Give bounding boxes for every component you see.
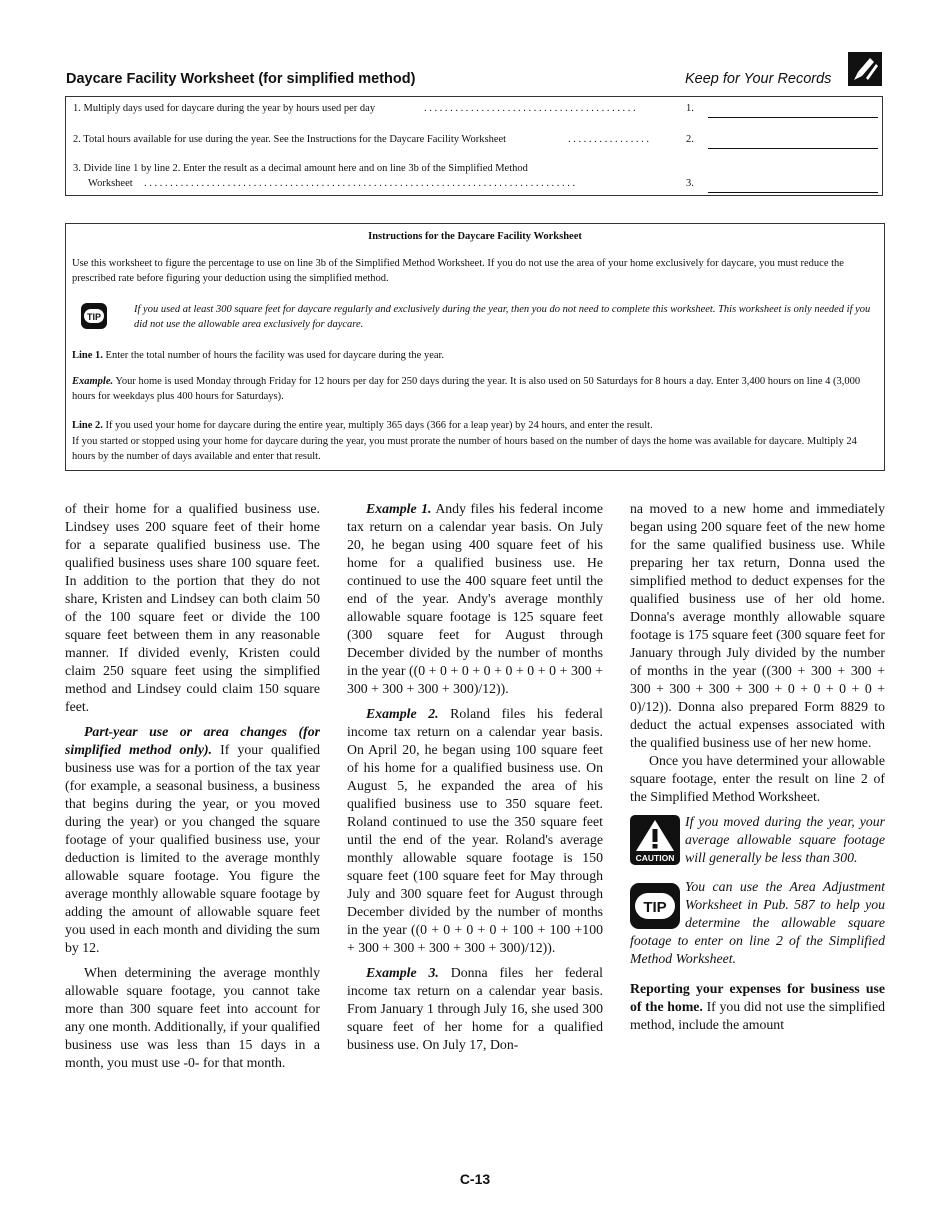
paragraph: [65, 723, 320, 957]
part-year-label: Part-year use or area changes (for simplified method only).: [65, 724, 320, 757]
example-2-label: Example 2.: [366, 706, 439, 721]
tip-note: [630, 878, 885, 968]
paragraph: Once you have determined your allowable square footage, enter the result on line 2 of the Simplified Method Worksheet.: [630, 753, 885, 804]
line-2-text: If you used your home for daycare during the entire year, multiply 365 days (366 for a leap year) by 24 hours, and enter the result.: [102, 420, 653, 431]
paragraph: na moved to a new home and immediately began using 200 square feet of the new home for the same qualified business use. While preparing her tax return, Donna used the simplified method to deduct expenses for the qualified business use of her old home. Donna's average monthly allowable square footage is 175 square feet (300 square feet for January through July divided by the number of months in the year ((300 + 300 + 300 + 300 + 300 + 300 + 300 + 0 + 0 + 0 + 0 + 0)/12)). Donna also prepared Form 8829 to deduct the actual expenses associated with the qualified business use of her new home.: [630, 501, 885, 750]
example-3-label: Example 3.: [366, 965, 439, 980]
tip-icon: [80, 302, 108, 330]
svg-text:TIP: TIP: [86, 312, 102, 322]
instructions-intro: Use this worksheet to figure the percentage to use on line 3b of the Simplified Method Worksheet. If you do not use the area of your home exclusively for daycare, you must reduce the prescribed rate before figuring your deduction using the simplified method.: [72, 258, 844, 284]
line-number: 1.: [686, 103, 694, 114]
daycare-worksheet-table: [65, 96, 883, 196]
tip-label: TIP: [643, 899, 667, 916]
reporting-paragraph: [630, 980, 885, 1034]
instructions-example: [72, 375, 874, 404]
instructions-tip-text: If you used at least 300 square feet for daycare regularly and exclusively during the year, then you do not need to complete this worksheet. This worksheet is only needed if you did not use the allowable area exclusively for daycare.: [134, 304, 871, 330]
tip-icon: [630, 883, 680, 929]
example-1: [347, 500, 603, 698]
line-1-text: Enter the total number of hours the facility was used for daycare during the year.: [102, 350, 445, 361]
paragraph: When determining the average monthly allowable square footage, you cannot take more than 300 square feet into account for any one month. Additionally, if your qualified business use was less than 15 days in a month, you must use -0- for that month.: [65, 965, 320, 1070]
caution-label: CAUTION: [635, 853, 675, 863]
keep-for-records-label: Keep for Your Records: [685, 71, 832, 87]
line-1-label: Line 1.: [72, 350, 103, 361]
reporting-text: If you did not use the simplified method, include the amount: [630, 999, 885, 1032]
caution-icon: [630, 815, 680, 865]
worksheet-line-3-cont: Worksheet: [88, 178, 133, 189]
instructions-line-1: [72, 349, 874, 364]
caution-note: [630, 813, 885, 867]
page-number: C-13: [459, 1171, 491, 1187]
leader-dots: ................: [568, 134, 652, 145]
leader-dots: .........................................: [424, 103, 639, 114]
line-1-answer-field[interactable]: [708, 116, 878, 118]
example-3: [347, 964, 603, 1054]
example-label: Example.: [72, 376, 114, 387]
instructions-box: [65, 223, 885, 471]
leader-dots: ...................................................................................: [144, 178, 578, 189]
example-text: Your home is used Monday through Friday for 12 hours per day for 250 days during the year. It is also used on 50 Saturdays for 8 hours a day. Enter 3,400 hours on line 4 (3,000 hours for weekdays plus 400 hours for Saturdays).: [72, 376, 861, 402]
reporting-label: Reporting your expenses for business use of the home.: [630, 981, 885, 1014]
line-2-label: Line 2.: [72, 420, 103, 431]
body-column-2: [347, 500, 603, 1054]
worksheet-line-3: 3. Divide line 1 by line 2. Enter the result as a decimal amount here and on line 3b of the Simplified Method: [73, 163, 528, 174]
example-1-text: Andy files his federal income tax return on a calendar year basis. On July 20, he began using 400 square feet of his home for a qualified business use. He continued to use the 400 square feet until the end of the year. Andy's average monthly allowable square footage is 125 square feet (300 square feet for August through December divided by the number of months in the year ((0 + 0 + 0 + 0 + 0 + 0 + 0 + 300 + 300 + 300 + 300 + 300)/12)).: [347, 501, 604, 696]
body-column-1: [65, 500, 320, 1072]
tip-text: You can use the Area Adjustment Worksheet in Pub. 587 to help you determine the allowable square footage to enter on line 2 of the Simplified Method Worksheet.: [630, 879, 885, 966]
paragraph: of their home for a qualified business use. Lindsey uses 200 square feet of their home for a separate qualified business use. The qualified business uses share 100 square feet. In addition to the portion that they do not share, Kristen and Lindsey can both claim 50 of the 100 square feet or divide the 100 square feet between them in any reasonable manner. If divided evenly, Kristen could claim 250 square feet using the simplified method and Lindsey could claim 150 square feet.: [65, 501, 320, 714]
body-column-3: [630, 500, 885, 1034]
line-number: 2.: [686, 134, 694, 145]
line-3-answer-field[interactable]: [708, 191, 878, 193]
example-2-text: Roland files his federal income tax return on a calendar year basis. On April 20, he began using 100 square feet of his home for a qualified business use. On August 5, he expanded the area of his qualified business use to 350 square feet. Roland continued to use the 350 square feet until the end of the year. Roland's average monthly allowable square footage is 150 square feet (100 square feet for May through July and 300 square feet for August through December divided by the number of months in the year ((0 + 0 + 0 + 0 + 100 + 100 +100 + 300 + 300 + 300 + 300 + 300)/12)).: [347, 706, 603, 955]
worksheet-line-1: 1. Multiply days used for daycare during the year by hours used per day: [73, 103, 376, 114]
example-3-text: Donna files her federal income tax return on a calendar year basis. From January 1 through July 16, she used 300 square feet of her home for a qualified business use. On July 17, Don-: [347, 965, 603, 1052]
keep-records-pen-icon: [848, 52, 882, 86]
part-year-text: If your qualified business use was for a portion of the tax year (for example, a seasonal business, a business that begins during the year, or you moved during the year) or you changed the square footage of your qualified business use, your deduction is limited to the average monthly allowable square footage. You figure the average monthly allowable square footage by adding the amount of allowable square feet you used in each month and dividing the sum by 12.: [65, 742, 320, 955]
instructions-title: Instructions for the Daycare Facility Worksheet: [368, 231, 582, 242]
instructions-line-2: [72, 419, 874, 434]
line-number: 3.: [686, 178, 694, 189]
instructions-line-2-extra: If you started or stopped using your home for daycare during the year, you must prorate the number of hours based on the number of days the home was available for daycare. Multiply 24 hours by the number of days available and enter that result.: [72, 436, 857, 462]
example-1-label: Example 1.: [366, 501, 432, 516]
worksheet-line-2: 2. Total hours available for use during the year. See the Instructions for the Daycare Facility Worksheet: [73, 134, 507, 145]
caution-text: If you moved during the year, your average allowable square footage will generally be less than 300.: [685, 814, 885, 865]
example-2: [347, 705, 603, 957]
line-2-answer-field[interactable]: [708, 147, 878, 149]
worksheet-title: Daycare Facility Worksheet (for simplified method): [66, 71, 416, 87]
